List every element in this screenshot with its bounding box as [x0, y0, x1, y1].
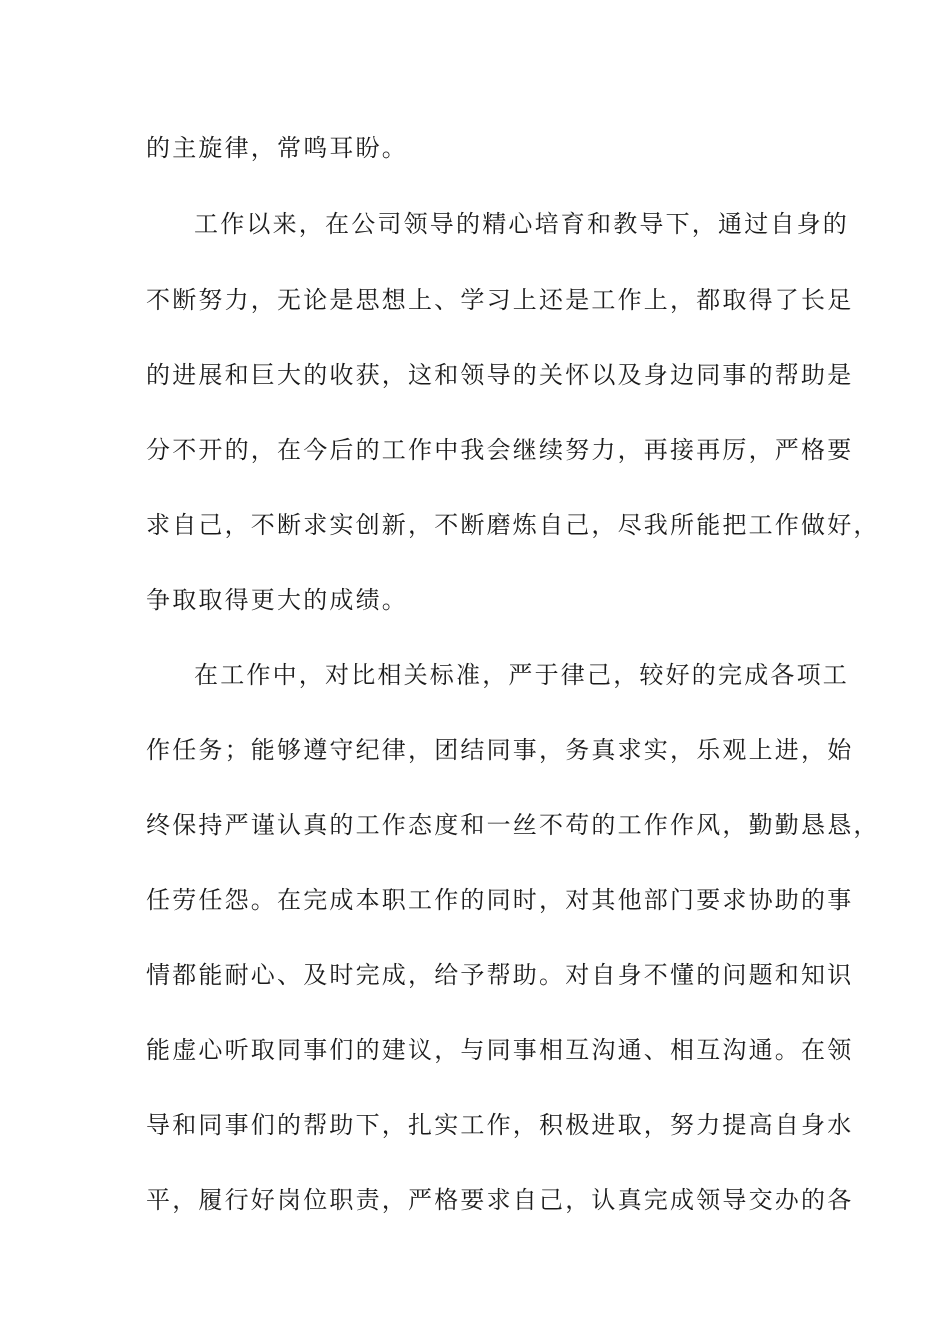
paragraph-line: 的主旋律，常鸣耳盼。: [146, 134, 408, 162]
paragraph-line: 在工作中，对比相关标准，严于律己，较好的完成各项工: [194, 661, 849, 689]
paragraph-line: 工作以来，在公司领导的精心培育和教导下，通过自身的: [194, 210, 849, 238]
paragraph-line: 平，履行好岗位职责，严格要求自己，认真完成领导交办的各: [146, 1186, 854, 1214]
paragraph-line: 情都能耐心、及时完成，给予帮助。对自身不懂的问题和知识: [146, 961, 854, 989]
paragraph-line: 的进展和巨大的收获，这和领导的关怀以及身边同事的帮助是: [146, 361, 854, 389]
paragraph-line: 导和同事们的帮助下，扎实工作，积极进取，努力提高自身水: [146, 1111, 854, 1139]
paragraph-line: 分不开的，在今后的工作中我会继续努力，再接再厉，严格要: [146, 436, 854, 464]
paragraph-line: 作任务；能够遵守纪律，团结同事，务真求实，乐观上进，始: [146, 736, 854, 764]
paragraph-line: 不断努力，无论是思想上、学习上还是工作上，都取得了长足: [146, 286, 854, 314]
paragraph-line: 任劳任怨。在完成本职工作的同时，对其他部门要求协助的事: [146, 886, 854, 914]
paragraph-line: 能虚心听取同事们的建议，与同事相互沟通、相互沟通。在领: [146, 1036, 854, 1064]
paragraph-line: 争取取得更大的成绩。: [146, 586, 408, 614]
paragraph-line: 求自己，不断求实创新，不断磨炼自己，尽我所能把工作做好，: [146, 511, 880, 539]
paragraph-line: 终保持严谨认真的工作态度和一丝不苟的工作作风，勤勤恳恳，: [146, 811, 880, 839]
